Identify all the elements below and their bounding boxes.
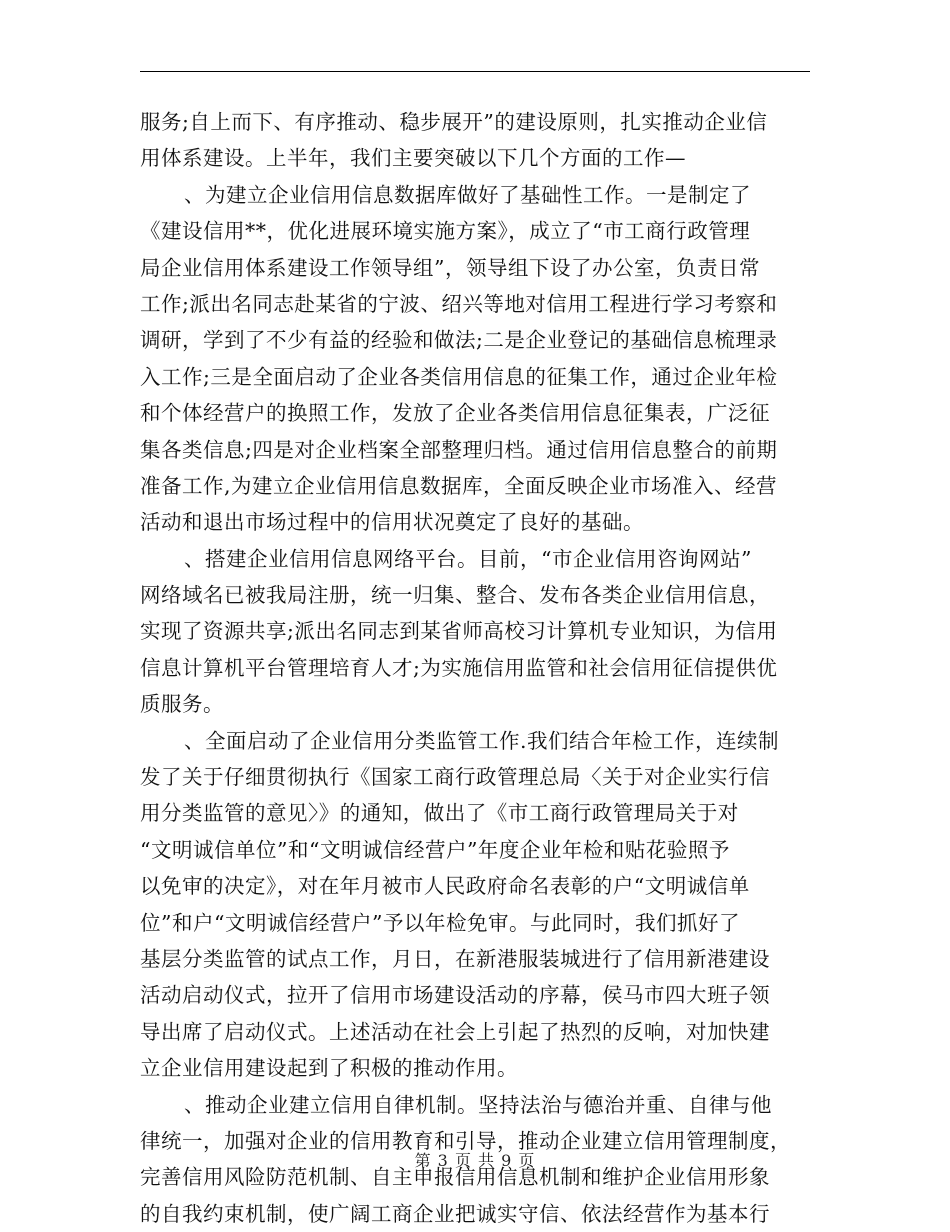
text-line: 发了关于仔细贯彻执行《国家工商行政管理总局〈关于对企业实行信: [140, 765, 770, 790]
header-rule: [140, 71, 810, 72]
text-line: 工作;派出名同志赴某省的宁波、绍兴等地对信用工程进行学习考察和: [140, 291, 778, 316]
text-line: “文明诚信单位”和“文明诚信经营户”年度企业年检和贴花验照予: [140, 837, 730, 862]
text-line: 《建设信用**，优化进展环境实施方案》，成立了“市工商行政管理: [140, 219, 751, 244]
paragraph-first-line: 、全面启动了企业信用分类监管工作.我们结合年检工作，连续制: [184, 728, 780, 753]
text-line: 立企业信用建设起到了积极的推动作用。: [140, 1056, 518, 1081]
text-line: 和个体经营户的换照工作，发放了企业各类信用信息征集表，广泛征: [140, 401, 770, 426]
text-line: 服务;自上而下、有序推动、稳步展开”的建设原则，扎实推动企业信: [140, 110, 768, 134]
text-line: 完善信用风险防范机制、自主申报信用信息机制和维护企业信用形象: [140, 1165, 770, 1190]
paragraph-first-line: 、为建立企业信用信息数据库做好了基础性工作。一是制定了: [184, 182, 751, 207]
text-line: 入工作;三是全面启动了企业各类信用信息的征集工作，通过企业年检: [140, 364, 778, 389]
text-line: 活动和退出市场过程中的信用状况奠定了良好的基础。: [140, 510, 644, 535]
text-line: 基层分类监管的试点工作，月日，在新港服装城进行了信用新港建设: [140, 946, 770, 971]
text-line: 网络域名已被我局注册，统一归集、整合、发布各类企业信用信息，: [140, 583, 770, 608]
document-body: [140, 104, 810, 1232]
text-line: 实现了资源共享;派出名同志到某省师高校习计算机专业知识，为信用: [140, 619, 778, 644]
text-line: 的自我约束机制，使广阔工商企业把诚实守信、依法经营作为基本行: [140, 1201, 770, 1226]
text-line: 调研，学到了不少有益的经验和做法;二是企业登记的基础信息梳理录: [140, 328, 778, 353]
text-line: 导出席了启动仪式。上述活动在社会上引起了热烈的反响，对加快建: [140, 1019, 770, 1044]
text-line: 信息计算机平台管理培育人才;为实施信用监管和社会信用征信提供优: [140, 655, 778, 680]
text-line: 准备工作,为建立企业信用信息数据库，全面反映企业市场准入、经营: [140, 473, 778, 498]
paragraph-first-line: 、搭建企业信用信息网络平台。目前，“市企业信用咨询网站”: [184, 546, 752, 571]
text-line: 律统一，加强对企业的信用教育和引导，推动企业建立信用管理制度，: [140, 1128, 791, 1153]
text-line: 用分类监管的意见〉》的通知，做出了《市工商行政管理局关于对: [140, 801, 739, 826]
text-line: 集各类信息;四是对企业档案全部整理归档。通过信用信息整合的前期: [140, 437, 778, 462]
paragraph-first-line: 、推动企业建立信用自律机制。坚持法治与德治并重、自律与他: [184, 1092, 772, 1117]
text-line: 用体系建设。上半年，我们主要突破以下几个方面的工作—: [140, 146, 686, 171]
text-line: 位”和户“文明诚信经营户”予以年检免审。与此同时，我们抓好了: [140, 910, 740, 935]
text-line: 以免审的决定》，对在年月被市人民政府命名表彰的户“文明诚信单: [140, 874, 750, 899]
page-number-footer: 第 3 页 共 9 页: [414, 1151, 536, 1170]
text-line: 局企业信用体系建设工作领导组”，领导组下设了办公室，负责日常: [140, 255, 760, 280]
text-line: 活动启动仪式，拉开了信用市场建设活动的序幕，侯马市四大班子领: [140, 983, 770, 1008]
text-line: 质服务。: [140, 692, 224, 717]
